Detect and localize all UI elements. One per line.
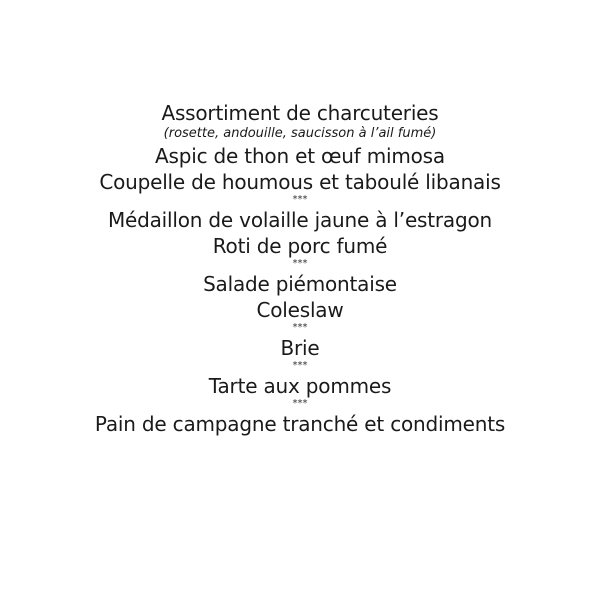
dish-brie: Brie: [280, 336, 320, 360]
dish-salade-piemontaise: Salade piémontaise: [203, 272, 397, 296]
dish-pain-campagne: Pain de campagne tranché et condiments: [94, 412, 506, 436]
dish-tarte-pommes: Tarte aux pommes: [208, 374, 392, 398]
dish-aspic-thon: Aspic de thon et œuf mimosa: [155, 144, 445, 168]
dish-charcuteries: Assortiment de charcuteries: [161, 101, 439, 125]
course-separator: ***: [292, 258, 308, 269]
dish-coleslaw: Coleslaw: [256, 298, 344, 322]
menu-list: [0, 100, 600, 437]
course-separator: ***: [292, 398, 308, 409]
dish-houmous-taboule: Coupelle de houmous et taboulé libanais: [99, 170, 501, 194]
course-separator: ***: [292, 360, 308, 371]
dish-roti-porc: Roti de porc fumé: [212, 234, 388, 258]
dish-medaillon-volaille: Médaillon de volaille jaune à l’estragon: [107, 208, 493, 232]
course-separator: ***: [292, 194, 308, 205]
dish-charcuteries-note: (rosette, andouille, saucisson à l’ail fumé): [163, 126, 437, 141]
course-separator: ***: [292, 322, 308, 333]
